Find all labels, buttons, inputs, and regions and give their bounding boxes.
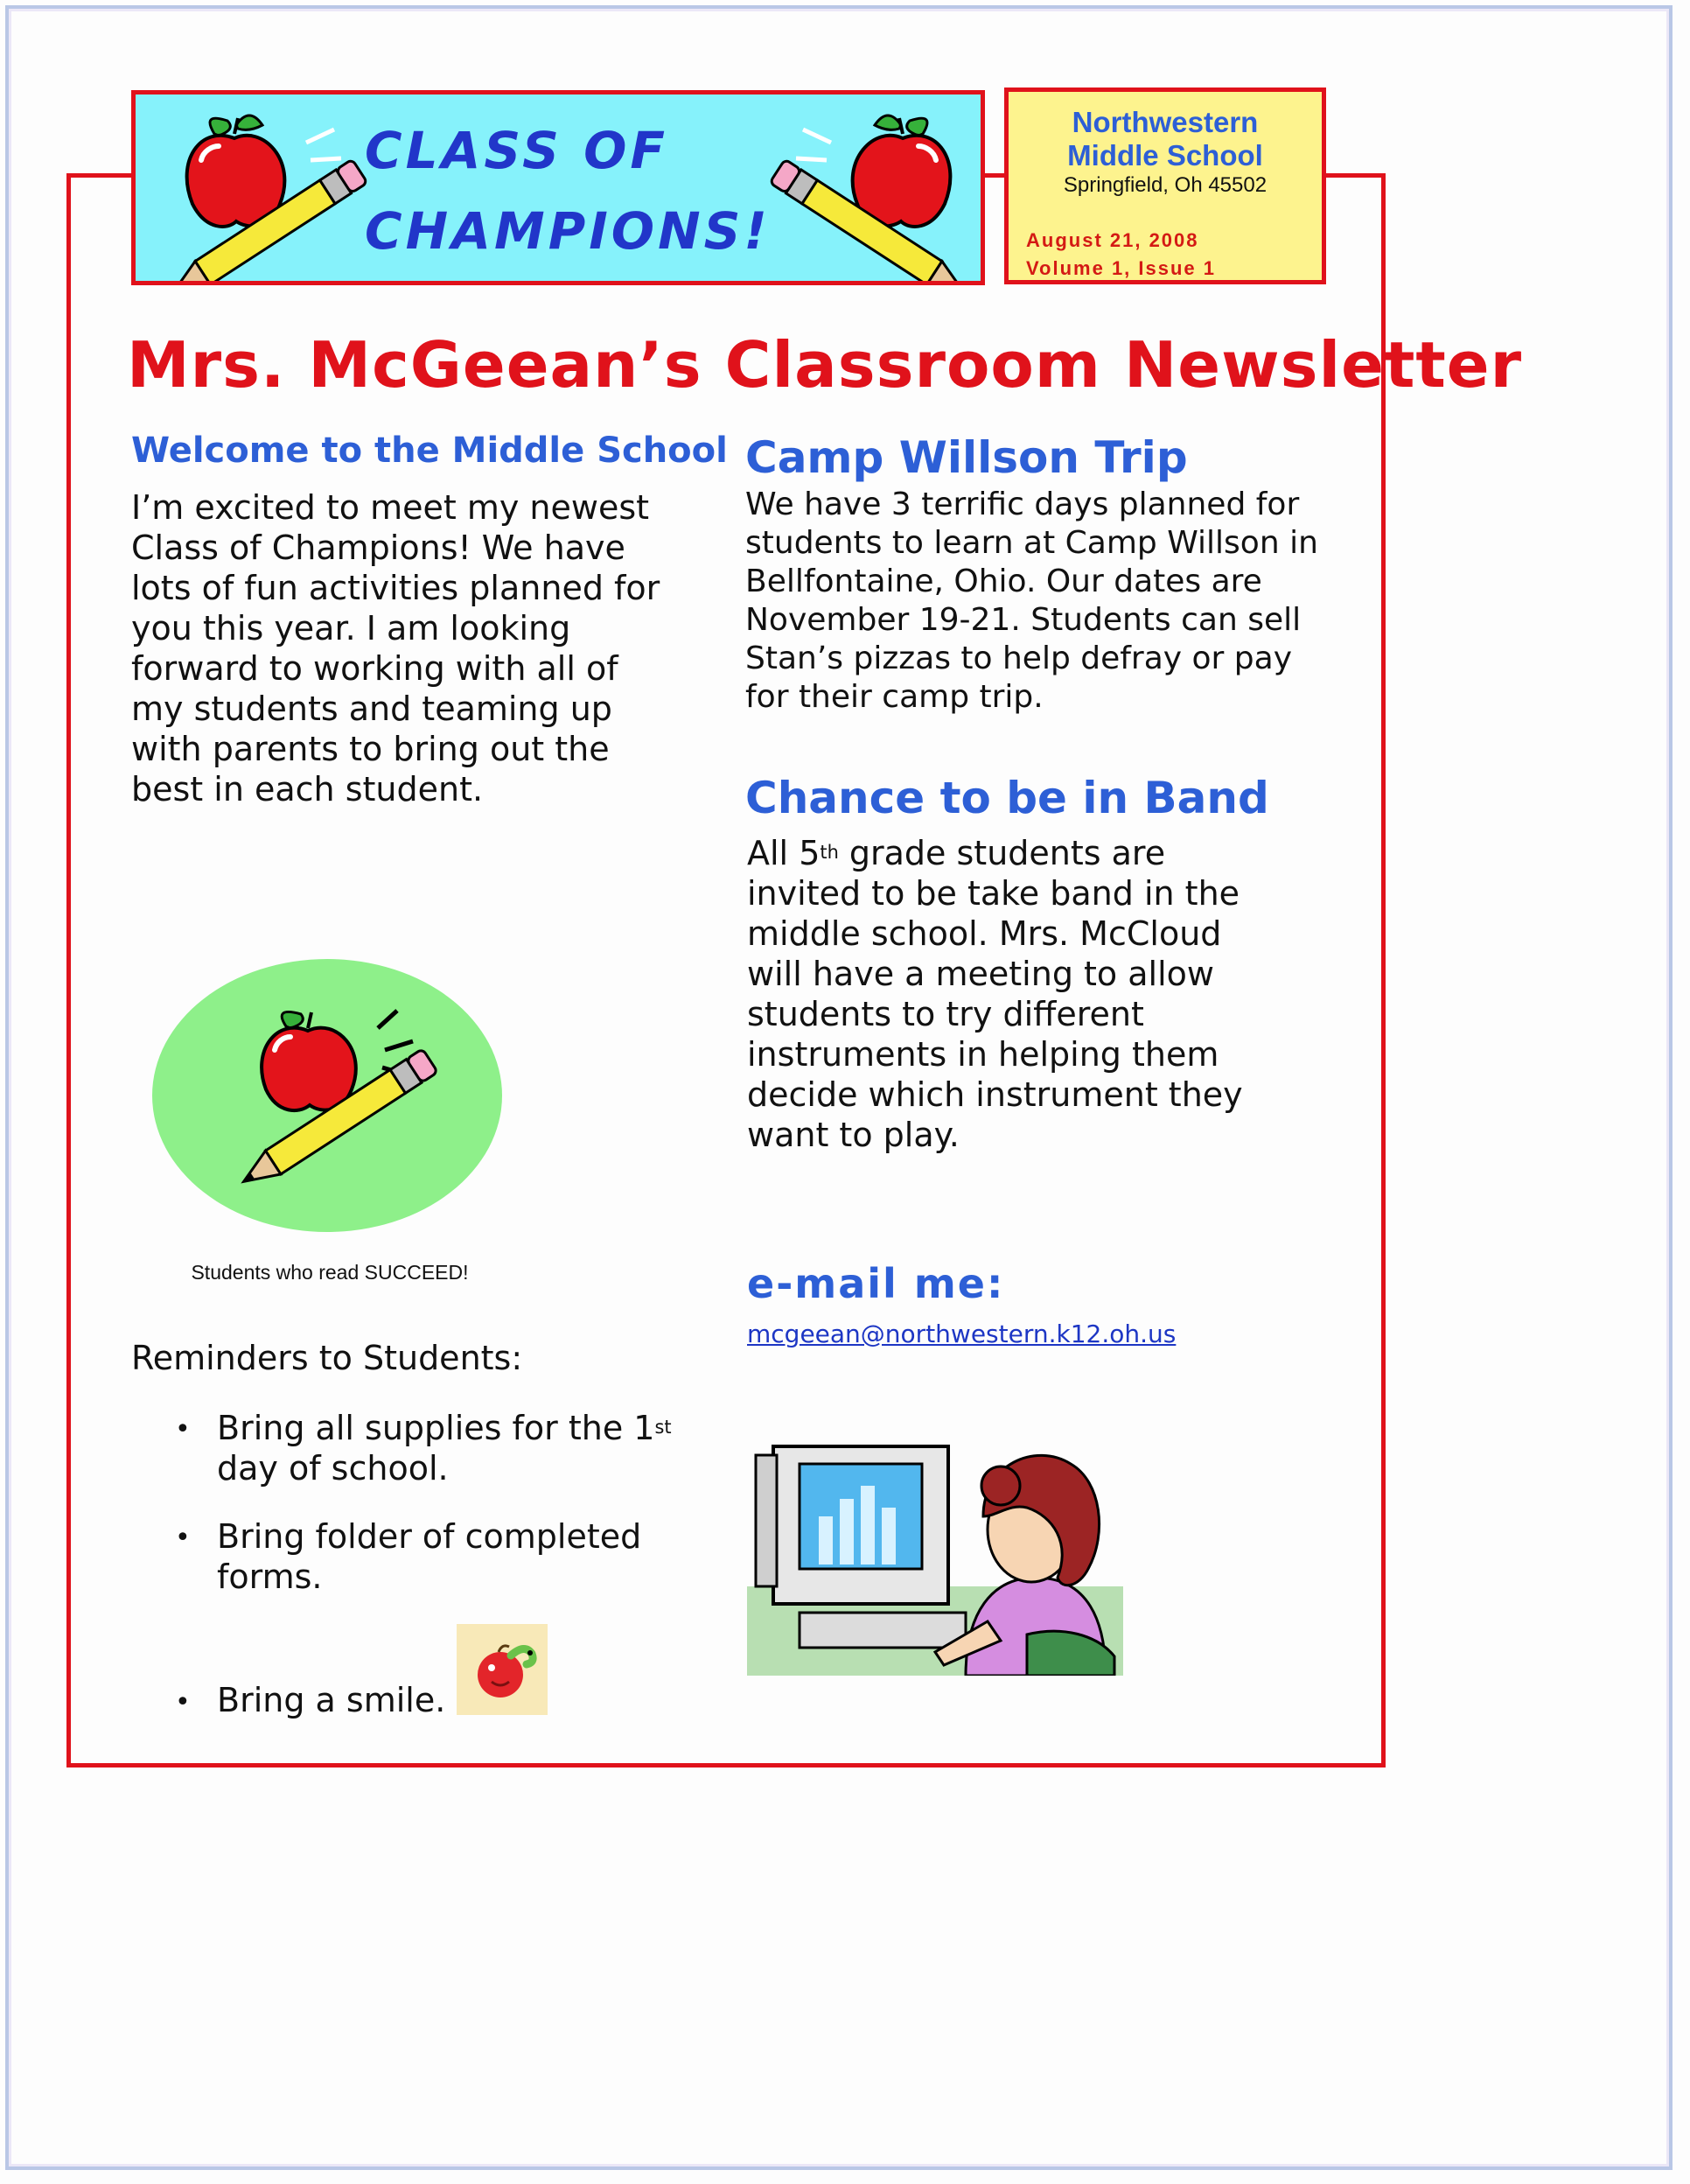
image-caption: Students who read SUCCEED! xyxy=(191,1261,469,1284)
camp-line: students to learn at Camp Willson in xyxy=(745,525,1318,561)
apple-pencil-icon xyxy=(157,99,367,283)
newsletter-title: Mrs. McGeean’s Classroom Newsletter xyxy=(127,328,1523,402)
welcome-body xyxy=(131,487,660,809)
band-line: instruments in helping them xyxy=(747,1035,1219,1074)
apple-pencil-oval-icon xyxy=(150,958,505,1234)
band-first-suffix: grade students are xyxy=(838,834,1166,872)
band-line: invited to be take band in the xyxy=(747,874,1240,913)
camp-line: Bellfontaine, Ohio. Our dates are xyxy=(745,564,1262,599)
band-line: middle school. Mrs. McCloud xyxy=(747,914,1222,953)
email-heading: e-mail me: xyxy=(747,1260,1005,1307)
band-line: decide which instrument they xyxy=(747,1075,1243,1114)
apple-pencil-icon xyxy=(761,99,971,283)
banner-title xyxy=(365,110,785,271)
welcome-line: Class of Champions! We have xyxy=(131,528,625,567)
band-line: students to try different xyxy=(747,995,1144,1033)
reminder-text: day of school. xyxy=(217,1449,449,1488)
reminder-text: Bring all supplies for the 1 xyxy=(217,1409,655,1447)
issue-volume: Volume 1, Issue 1 xyxy=(1026,257,1217,279)
reminder-text: Bring folder of completed xyxy=(217,1517,642,1556)
band-heading: Chance to be in Band xyxy=(745,773,1269,823)
banner-title-line1: CLASS OF xyxy=(365,121,669,180)
class-of-champions-banner xyxy=(131,90,985,285)
camp-line: Stan’s pizzas to help defray or pay xyxy=(745,640,1293,676)
band-body xyxy=(747,833,1243,1155)
bullet-icon: • xyxy=(175,1687,191,1718)
school-name xyxy=(1009,106,1322,172)
band-first-prefix: All 5 xyxy=(747,834,821,872)
issue-date: August 21, 2008 xyxy=(1026,229,1199,251)
reminder-item-smile: Bring a smile. xyxy=(217,1681,446,1719)
reminders-heading: Reminders to Students: xyxy=(131,1339,523,1377)
welcome-line: my students and teaming up xyxy=(131,690,612,728)
welcome-heading: Welcome to the Middle School xyxy=(131,430,728,471)
band-first-sup: th xyxy=(820,841,839,863)
welcome-line: you this year. I am looking xyxy=(131,609,571,648)
school-name-line1: Northwestern xyxy=(1072,106,1259,138)
email-link[interactable]: mcgeean@northwestern.k12.oh.us xyxy=(747,1320,1177,1348)
band-line: will have a meeting to allow xyxy=(747,955,1214,993)
bullet-icon: • xyxy=(175,1522,191,1553)
camp-line: We have 3 terrific days planned for xyxy=(745,486,1300,522)
woman-at-computer-icon xyxy=(747,1438,1123,1676)
apple-worm-icon xyxy=(457,1624,548,1715)
bullet-icon: • xyxy=(175,1414,191,1445)
banner-title-line2: CHAMPIONS! xyxy=(365,201,771,261)
welcome-line: with parents to bring out the xyxy=(131,730,610,768)
school-info-box xyxy=(1004,88,1326,284)
reminder-item-folder xyxy=(217,1516,641,1597)
band-first-line xyxy=(747,833,1243,873)
camp-heading: Camp Willson Trip xyxy=(745,432,1188,483)
reminder-sup: st xyxy=(654,1416,672,1438)
reminder-text: forms. xyxy=(217,1558,323,1596)
reminder-item-supplies xyxy=(217,1408,672,1488)
camp-line: November 19-21. Students can sell xyxy=(745,602,1302,638)
camp-body xyxy=(745,486,1318,717)
welcome-line: best in each student. xyxy=(131,770,484,808)
school-city: Springfield, Oh 45502 xyxy=(1063,173,1268,197)
camp-line: for their camp trip. xyxy=(745,679,1044,715)
band-line: want to play. xyxy=(747,1116,960,1154)
welcome-line: forward to working with all of xyxy=(131,649,618,688)
welcome-line: lots of fun activities planned for xyxy=(131,569,660,607)
school-name-line2: Middle School xyxy=(1067,139,1263,172)
welcome-line: I’m excited to meet my newest xyxy=(131,488,650,527)
